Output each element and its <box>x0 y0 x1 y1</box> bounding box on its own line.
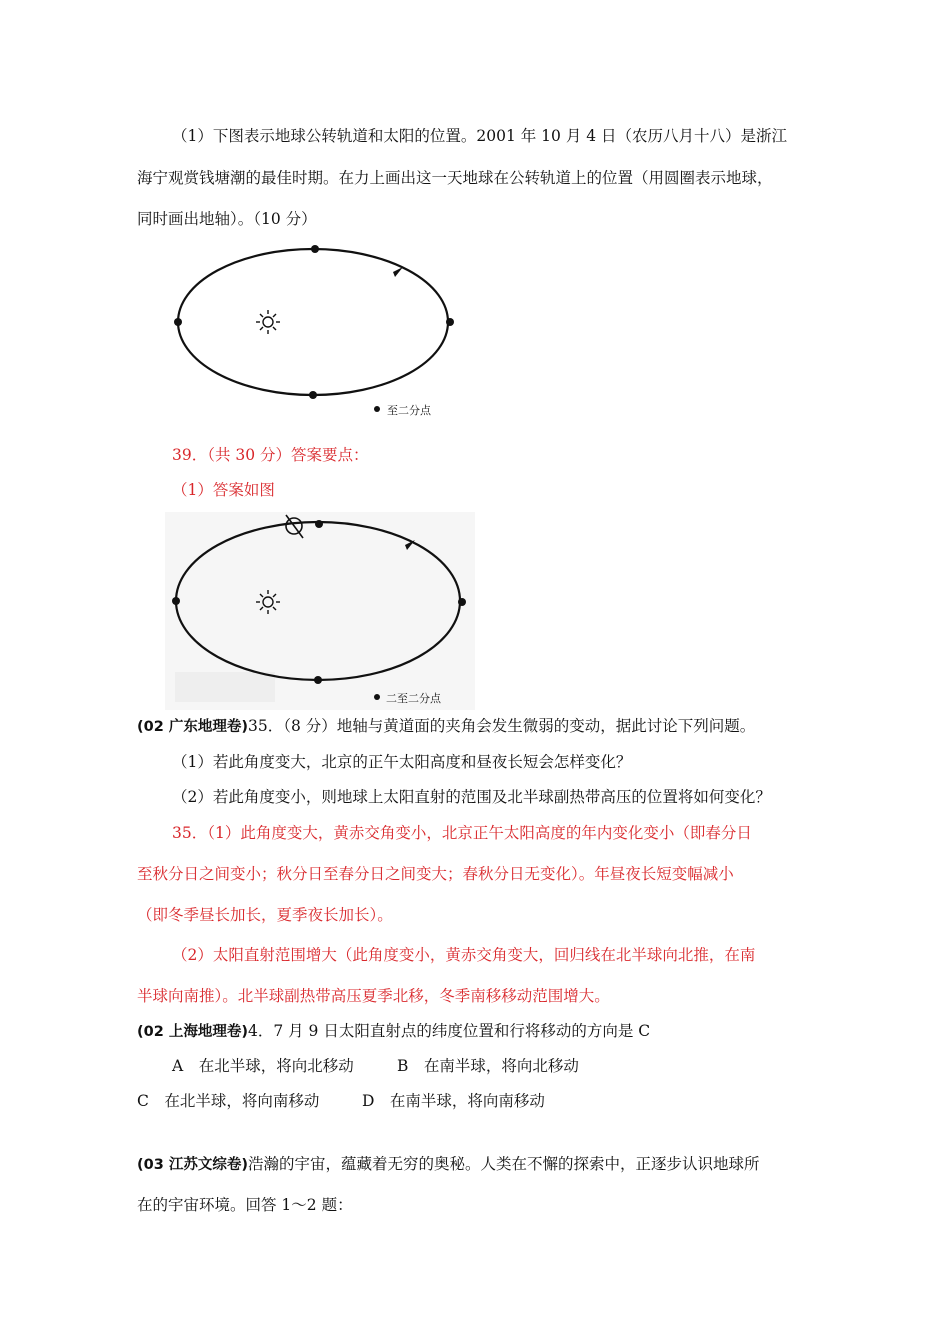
q35-stem: 35．（8 分）地轴与黄道面的夹角会发生微弱的变动，据此讨论下列问题。 <box>247 717 756 735</box>
q4-option-c: C 在北半球，将向南移动 <box>137 1092 320 1110</box>
q4-options-row-2 <box>137 1090 545 1112</box>
q4-stem: 4．7 月 9 日太阳直射点的纬度位置和行将移动的方向是 C <box>247 1022 651 1040</box>
answer39-part1: （1）答案如图 <box>172 481 275 499</box>
solstice-equinox-point-icon <box>174 245 454 399</box>
answer35-line-2: 至秋分日之间变小；秋分日至春分日之间变大；春秋分日无变化）。年昼夜长短变幅减小 <box>137 865 734 883</box>
q4-option-b: B 在南半球，将向北移动 <box>397 1057 579 1075</box>
orbit-ellipse <box>178 249 448 395</box>
q4-options-row-1 <box>172 1055 579 1077</box>
jiangsu-stem: 浩瀚的宇宙，蕴藏着无穷的奥秘。人类在不懈的探索中，正逐步认识地球所 <box>247 1155 760 1173</box>
answer35-line-1: 35．（1）此角度变大，黄赤交角变小，北京正午太阳高度的年内变化变小（即春分日 <box>172 824 752 842</box>
orbit-figure-1 <box>165 240 465 425</box>
direction-arrow-icon <box>393 267 403 277</box>
orbit-figure-2 <box>165 512 475 710</box>
legend-dot-icon <box>374 406 380 412</box>
jiangsu-source: (03 江苏文综卷) <box>137 1157 248 1173</box>
q39-intro-line-2: 海宁观赏钱塘潮的最佳时期。在力上画出这一天地球在公转轨道上的位置（用圆圈表示地球， <box>137 169 773 187</box>
answer35-line-3: （即冬季昼长加长，夏季夜长加长）。 <box>137 906 393 924</box>
q39-intro-line-3: 同时画出地轴）。（10 分） <box>137 210 317 228</box>
figure2-legend: 二至二分点 <box>386 692 441 705</box>
q4-option-a: A 在北半球，将向北移动 <box>172 1057 354 1075</box>
answer39-heading: 39．（共 30 分）答案要点： <box>172 446 369 464</box>
sun-icon <box>256 310 280 334</box>
q35-source: (02 广东地理卷) <box>137 719 248 735</box>
q4-line <box>137 1020 650 1043</box>
q39-intro-line-1: （1）下图表示地球公转轨道和太阳的位置。2001 年 10 月 4 日（农历八月十八）是浙江 <box>172 127 788 145</box>
answer35-line-5: 半球向南推）。北半球副热带高压夏季北移，冬季南移移动范围增大。 <box>137 987 610 1005</box>
q4-option-d: D 在南半球，将向南移动 <box>362 1092 545 1110</box>
answer35-line-4: （2）太阳直射范围增大（此角度变小，黄赤交角变大，回归线在北半球向北推，在南 <box>172 946 756 964</box>
jiangsu-line-1 <box>137 1153 760 1176</box>
q35-line <box>137 715 755 738</box>
jiangsu-line-2: 在的宇宙环境。回答 1～2 题： <box>137 1196 353 1214</box>
q35-sub1: （1）若此角度变大，北京的正午太阳高度和昼夜长短会怎样变化？ <box>172 753 632 771</box>
figure1-legend: 至二分点 <box>387 404 431 417</box>
q4-source: (02 上海地理卷) <box>137 1024 248 1040</box>
q35-sub2: （2）若此角度变小，则地球上太阳直射的范围及北半球副热带高压的位置将如何变化？ <box>172 788 771 806</box>
legend-dot-icon-2 <box>374 694 380 700</box>
